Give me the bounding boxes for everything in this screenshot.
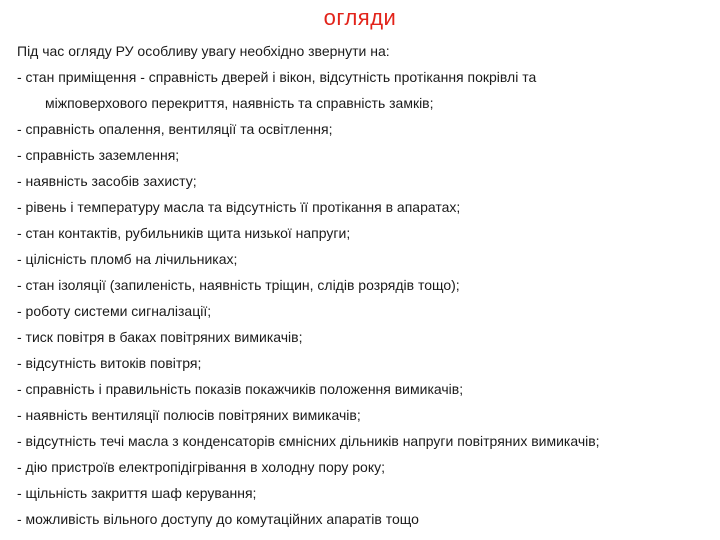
list-item: - щільність закриття шаф керування; [17,485,257,501]
list-item: - рівень і температуру масла та відсутність її протікання в апаратах; [17,199,461,215]
list-item: - стан приміщення - справність дверей і вікон, відсутність протікання покрівлі та [17,69,537,85]
list-item: - наявність вентиляції полюсів повітряних вимикачів; [17,407,361,423]
intro-line: Під час огляду РУ особливу увагу необхідно звернути на: [17,43,390,59]
slide-title: огляди [323,5,397,30]
list-item: - справність опалення, вентиляції та освітлення; [17,121,333,137]
list-item: - наявність засобів захисту; [17,173,197,189]
list-item: - можливість вільного доступу до комутаційних апаратів тощо [17,511,419,527]
list-item: - тиск повітря в баках повітряних вимикачів; [17,329,303,345]
list-item: - цілісність пломб на лічильниках; [17,251,238,267]
slide-body [17,38,717,532]
list-item: - стан контактів, рубильників щита низької напруги; [17,225,351,241]
list-item: - справність і правильність показів покажчиків положення вимикачів; [17,381,464,397]
list-item-continuation: міжповерхового перекриття, наявність та справність замків; [45,95,434,111]
list-item: - справність заземлення; [17,147,180,163]
list-item: - роботу системи сигналізації; [17,303,212,319]
list-item: - відсутність течі масла з конденсаторів ємнісних дільників напруги повітряних вимикачів; [17,433,600,449]
list-item: - відсутність витоків повітря; [17,355,202,371]
list-item: - стан ізоляції (запиленість, наявність тріщин, слідів розрядів тощо); [17,277,460,293]
list-item: - дію пристроїв електропідігрівання в холодну пору року; [17,459,385,475]
